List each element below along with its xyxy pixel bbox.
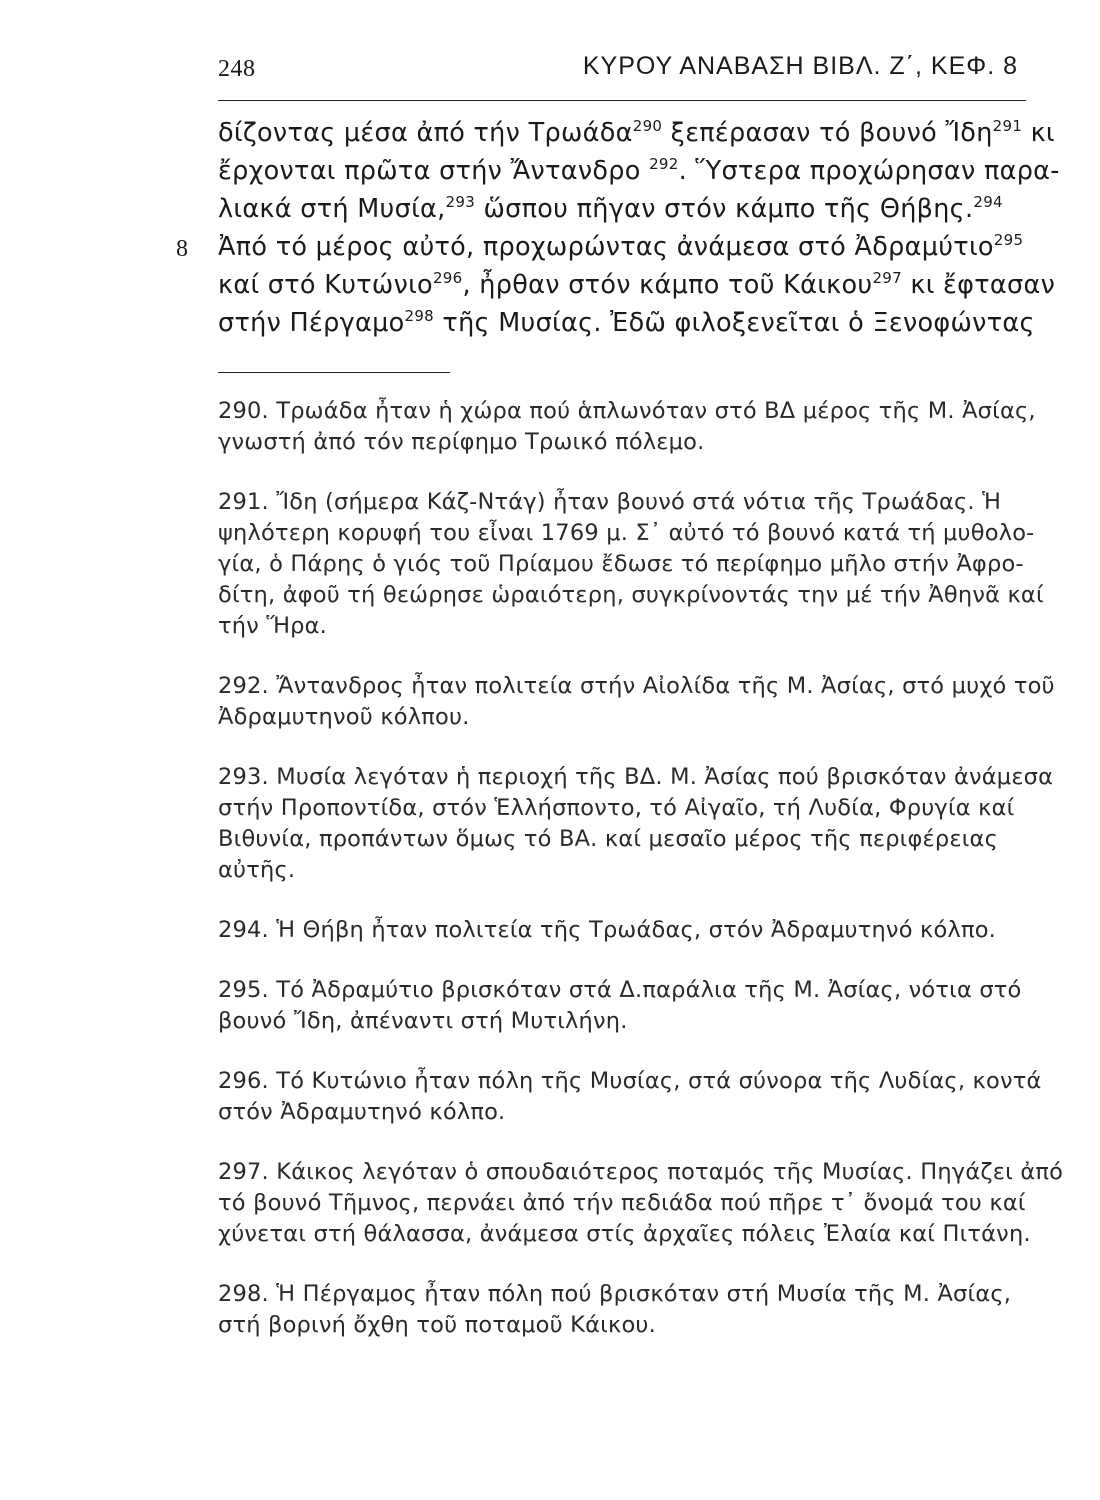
footnote-line: χύνεται στή θάλασσα, ἀνάμεσα στίς ἀρχαῖες πόλεις Ἐλαία καί Πιτάνη. [218,1221,1031,1247]
footnote [218,396,1048,458]
footnote [218,762,1054,886]
footnote-reference: 291 [992,117,1023,135]
footnote-reference: 298 [404,307,435,325]
footnote-line: 293. Μυσία λεγόταν ἡ περιοχή τῆς ΒΔ. Μ. Ἀσίας πού βρισκόταν ἀνάμεσα [218,764,1054,790]
footnote-line: γία, ὁ Πάρης ὁ γιός τοῦ Πρίαμου ἔδωσε τό περίφημο μῆλο στήν Ἀφρο- [218,551,1024,577]
footnote-line: 298. Ἡ Πέργαμος ἦταν πόλη πού βρισκόταν στή Μυσία τῆς Μ. Ἀσίας, [218,1281,1012,1307]
footnote [218,1279,1048,1341]
footnote-line: γνωστή ἀπό τόν περίφημο Τρωικό πόλεμο. [218,429,705,455]
main-text-segment: Ἀπό τό μέρος αὐτό, προχωρώντας ἀνάμεσα στό Ἀδραμύτιο [218,232,994,262]
main-text-segment: , ἦρθαν στόν κάμπο τοῦ Κάικου [462,270,873,300]
footnote-reference: 293 [445,193,476,211]
main-text-line [218,190,1038,228]
main-text-segment: ξεπέρασαν τό βουνό Ἴδη [662,118,993,148]
footnote [218,975,1048,1037]
main-text-segment: λιακά στή Μυσία, [218,194,446,224]
header-rule [218,100,1026,101]
main-text-segment: στήν Πέργαμο [218,308,405,338]
footnote-line: ψηλότερη κορυφή του εἶναι 1769 μ. Σ᾽ αὐτό τό βουνό κατά τή μυθολο- [218,520,1035,546]
section-number: 8 [176,236,188,262]
footnote-reference: 297 [872,269,902,287]
footnote-reference: 295 [993,231,1024,249]
footnote-line: Ἀδραμυτηνοῦ κόλπου. [218,704,470,730]
footnote-line: 292. Ἄντανδρος ἦταν πολιτεία στήν Αἰολίδα τῆς Μ. Ἀσίας, στό μυχό τοῦ [218,673,1055,699]
footnote-line: τό βουνό Τῆμνος, περνάει ἀπό τήν πεδιάδα πού πῆρε τ᾽ ὄνομά του καί [218,1190,1026,1216]
footnote [218,1066,1048,1128]
footnote-line: βουνό Ἴδη, ἀπέναντι στή Μυτιλήνη. [218,1008,628,1034]
main-text-segment: . Ὕστερα προχώρησαν παρα- [678,156,1060,186]
footnote [218,487,1048,642]
page-number: 248 [218,56,256,82]
main-text-line [218,266,1056,304]
footnote-line: 297. Κάικος λεγόταν ὁ σπουδαιότερος ποταμός τῆς Μυσίας. Πηγάζει ἀπό [218,1159,1064,1185]
page-header [218,48,1028,96]
footnote-separator [218,372,450,373]
footnote-line: αὐτῆς. [218,857,296,883]
footnote-line: Βιθυνία, προπάντων ὅμως τό ΒΑ. καί μεσαῖο μέρος τῆς περιφέρειας [218,826,998,852]
running-title: ΚΥΡΟΥ ΑΝΑΒΑΣΗ ΒΙΒΛ. Ζ΄, ΚΕΦ. 8 [582,52,1018,80]
footnotes [218,396,1064,1370]
main-text-line [218,304,1038,342]
main-text-segment: κι ἔφτασαν [901,270,1056,300]
main-text-line [218,152,1060,190]
main-text-segment: καί στό Κυτώνιο [218,270,433,300]
main-text-segment: κι [1022,118,1055,148]
footnote-line: 290. Τρωάδα ἦταν ἡ χώρα πού ἁπλωνόταν στό ΒΔ μέρος τῆς Μ. Ἀσίας, [218,398,1036,424]
footnote-reference: 296 [432,269,463,287]
footnote-line: στήν Προποντίδα, στόν Ἑλλήσποντο, τό Αἰγαῖο, τή Λυδία, Φρυγία καί [218,795,1015,821]
main-text-segment: δίζοντας μέσα ἀπό τήν Τρωάδα [218,118,633,148]
footnote-reference: 292 [649,155,679,173]
footnote [218,671,1055,733]
footnote-line: 291. Ἴδη (σήμερα Κάζ-Ντάγ) ἦταν βουνό στά νότια τῆς Τρωάδας. Ἡ [218,489,1002,515]
footnote [218,915,1048,946]
main-text-line [218,228,1038,266]
main-text-segment: ὥσπου πῆγαν στόν κάμπο τῆς Θήβης. [475,194,974,224]
footnote-line: στόν Ἀδραμυτηνό κόλπο. [218,1099,506,1125]
main-text-line [218,114,1055,152]
main-text-segment: ἔρχονται πρῶτα στήν Ἄντανδρο [218,156,650,186]
footnote-line: στή βορινή ὄχθη τοῦ ποταμοῦ Κάικου. [218,1312,656,1338]
footnote-line: 294. Ἡ Θήβη ἦταν πολιτεία τῆς Τρωάδας, στόν Ἀδραμυτηνό κόλπο. [218,917,997,943]
footnote-reference: 290 [632,117,663,135]
footnote-line: τήν Ἥρα. [218,613,328,639]
footnote-line: 296. Τό Κυτώνιο ἦταν πόλη τῆς Μυσίας, στά σύνορα τῆς Λυδίας, κοντά [218,1068,1042,1094]
footnote-reference: 294 [973,193,1003,211]
footnote-line: δίτη, ἀφοῦ τή θεώρησε ὡραιότερη, συγκρίνοντάς την μέ τήν Ἀθηνᾶ καί [218,582,1044,608]
footnote [218,1157,1064,1250]
main-text [218,114,1060,342]
main-text-segment: τῆς Μυσίας. Ἐδῶ φιλοξενεῖται ὁ Ξενοφώντας [434,308,1035,338]
footnote-line: 295. Τό Ἀδραμύτιο βρισκόταν στά Δ.παράλια τῆς Μ. Ἀσίας, νότια στό [218,977,1022,1003]
